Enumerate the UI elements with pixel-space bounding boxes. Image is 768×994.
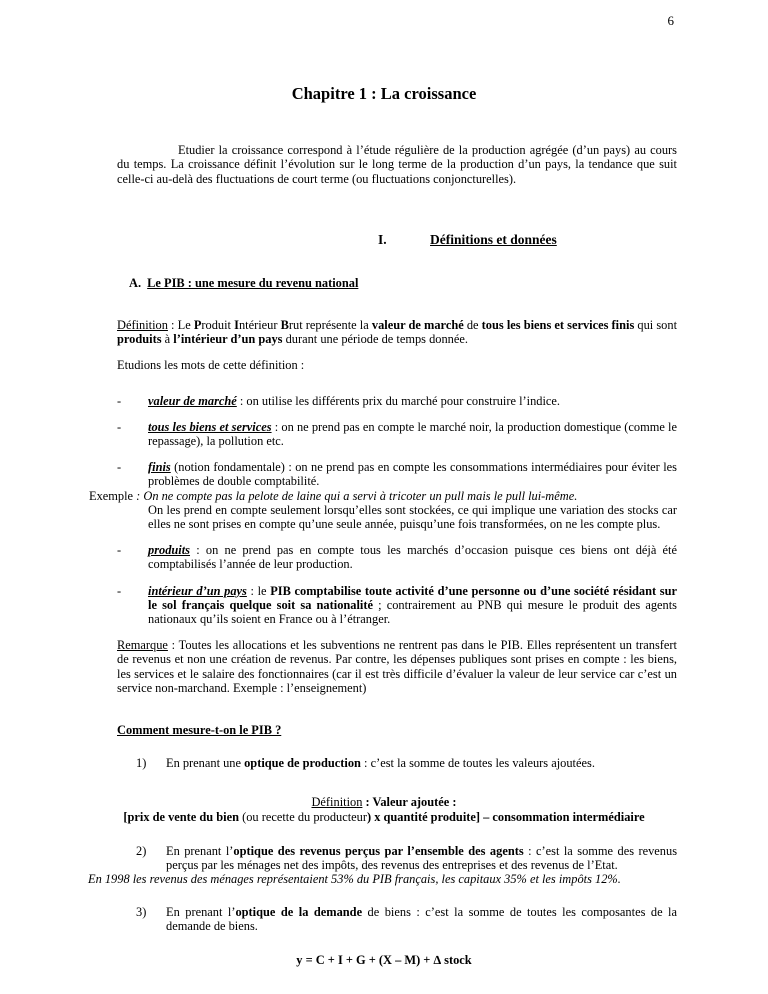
text-run: B <box>280 318 289 333</box>
text-run: qui sont <box>634 318 678 333</box>
method-item <box>136 844 677 872</box>
text-run: optique de production <box>244 756 361 771</box>
remarque-paragraph <box>117 638 677 695</box>
dash: - <box>117 460 122 475</box>
text-run: roduit <box>201 318 235 333</box>
text-run: durant une période de temps donnée. <box>282 332 468 347</box>
text-run: Etudions les mots de cette définition : <box>117 358 305 373</box>
section-number: I. <box>378 231 387 247</box>
text-run: : le <box>246 583 271 598</box>
text-run: valeur de marché <box>371 318 464 333</box>
method-number: 3) <box>136 904 147 919</box>
text-run: En prenant l’ <box>166 843 234 858</box>
text-run: : c’est la somme des revenus perçus par les ménages net des impôts, des revenus des entreprises et des revenus de l’Etat. <box>166 843 678 873</box>
method-item <box>136 905 677 933</box>
text-run: I <box>234 318 239 333</box>
text-run: de biens : c’est la somme de toutes les composantes de la demande de biens. <box>166 904 677 933</box>
text-run: ) x quantité produite] – consommation intermédiaire <box>367 809 645 824</box>
subsection-title: Le PIB : une mesure du revenu national <box>147 275 359 290</box>
list-item <box>117 460 677 488</box>
exemple-note <box>148 503 677 531</box>
va-definition <box>0 795 768 809</box>
list-item <box>117 394 677 408</box>
method-number: 1) <box>136 756 147 771</box>
text-run: à <box>161 332 174 347</box>
method-number: 2) <box>136 843 147 858</box>
text-run: En 1998 les revenus des ménages représentaient 53% du PIB français, les capitaux 35% et les impôts 12%. <box>88 872 621 887</box>
text-run: On les prend en compte seulement lorsqu’elles sont stockées, ce qui implique une variation des stocks car elles ne sont prises en compte qu’une seule année, puisqu’une fois transformées, on ne les compte plus. <box>148 502 677 532</box>
dash: - <box>117 393 122 408</box>
text-run: Définition <box>117 318 168 333</box>
text-run: : c’est la somme de toutes les valeurs ajoutées. <box>360 756 595 771</box>
text-run: : on ne prend pas en compte le marché noir, la production domestique (comme le repassage), la pollution etc. <box>148 419 677 449</box>
comment-heading: Comment mesure-t-on le PIB ? <box>117 723 282 738</box>
text-run: intérieur d’un pays <box>148 583 247 598</box>
text-run: En prenant l’ <box>166 904 236 919</box>
list-item <box>117 543 677 571</box>
dash: - <box>117 583 122 598</box>
dash: - <box>117 419 122 434</box>
exemple-line <box>89 489 689 503</box>
text-run: PIB comptabilise toute activité d’une personne ou d’une société résidant sur le sol français quelque soit sa nationalité <box>148 583 677 612</box>
dash: - <box>117 543 122 558</box>
text-run: produits <box>117 332 162 347</box>
text-run: Définition <box>311 795 363 810</box>
etudions-line <box>117 358 677 372</box>
text-run: : Le <box>167 318 194 333</box>
text-run: : on ne prend pas en compte tous les marchés d’occasion puisque ces biens ont déjà été comptabilisés l’année de leur production. <box>148 543 677 572</box>
text-run: optique de la demande <box>235 904 363 919</box>
subsection-letter: A. <box>129 275 142 290</box>
text-run: produits <box>148 543 191 558</box>
text-run: ; contrairement au PNB qui mesure le produit des agents nationaux qu’ils soient en France ou à l’étranger. <box>148 597 677 627</box>
text-run: tous les biens et services <box>148 419 272 434</box>
text-run: En prenant une <box>166 756 245 771</box>
text-run: finis <box>148 460 171 475</box>
text-run: (ou recette du producteur <box>239 809 367 824</box>
demand-formula <box>0 953 768 967</box>
text-run: : On ne compte pas la pelote de laine qui a servi à tricoter un pull mais le pull lui-même. <box>136 488 578 503</box>
text-run: : Valeur ajoutée : <box>362 795 457 810</box>
va-formula <box>0 810 768 824</box>
text-run: ntérieur <box>238 318 281 333</box>
text-run: Exemple <box>89 488 137 503</box>
chapter-title: Chapitre 1 : La croissance <box>291 84 477 104</box>
text-run: Etudier la croissance correspond à l’étude régulière de la production agrégée (d’un pays) au cours du temps. La croissance définit l’évolution sur le long terme de la production d’un pays, la tendance que suit celle-ci au-delà des fluctuations de court terme (ou fluctuations conjoncturelles). <box>117 143 677 186</box>
subsection-heading <box>129 276 677 290</box>
text-run: optique des revenus perçus par l’ensemble des agents <box>233 843 524 858</box>
page-number: 6 <box>667 13 674 28</box>
text-run: de <box>463 318 482 333</box>
text-run: y = C + I + G + (X – M) + ∆ stock <box>296 952 472 967</box>
definition-paragraph <box>117 318 677 346</box>
section-heading <box>378 232 677 248</box>
section-title: Définitions et données <box>430 231 557 247</box>
text-run: valeur de marché <box>148 393 237 408</box>
text-run: l’intérieur d’un pays <box>173 332 283 347</box>
text-run: [prix de vente du bien <box>123 809 240 824</box>
intro-paragraph <box>117 143 677 186</box>
text-run: : on utilise les différents prix du marché pour construire l’indice. <box>236 393 561 408</box>
text-run: tous les biens et services finis <box>481 318 635 333</box>
method-item <box>136 756 677 770</box>
text-run: (notion fondamentale) : on ne prend pas en compte les consommations intermédiaires pour éviter les problèmes de double comptabilité. <box>148 460 677 489</box>
list-item <box>117 584 677 627</box>
text-run: Remarque <box>117 638 168 653</box>
text-run: : Toutes les allocations et les subventions ne rentrent pas dans le PIB. Elles représentent un transfert de revenus et non une création de revenus. Par contre, les dépenses publiques sont prises en compte : les biens, les services et le salaire des fonctionnaires (car il est très difficile d’évaluer la valeur de leur service car c’est un service non-marchand. Exemple : l’enseignement) <box>117 638 677 695</box>
revenus-note <box>88 872 707 886</box>
text-run: P <box>193 318 202 333</box>
text-run: rut représente la <box>288 318 372 333</box>
list-item <box>117 420 677 448</box>
